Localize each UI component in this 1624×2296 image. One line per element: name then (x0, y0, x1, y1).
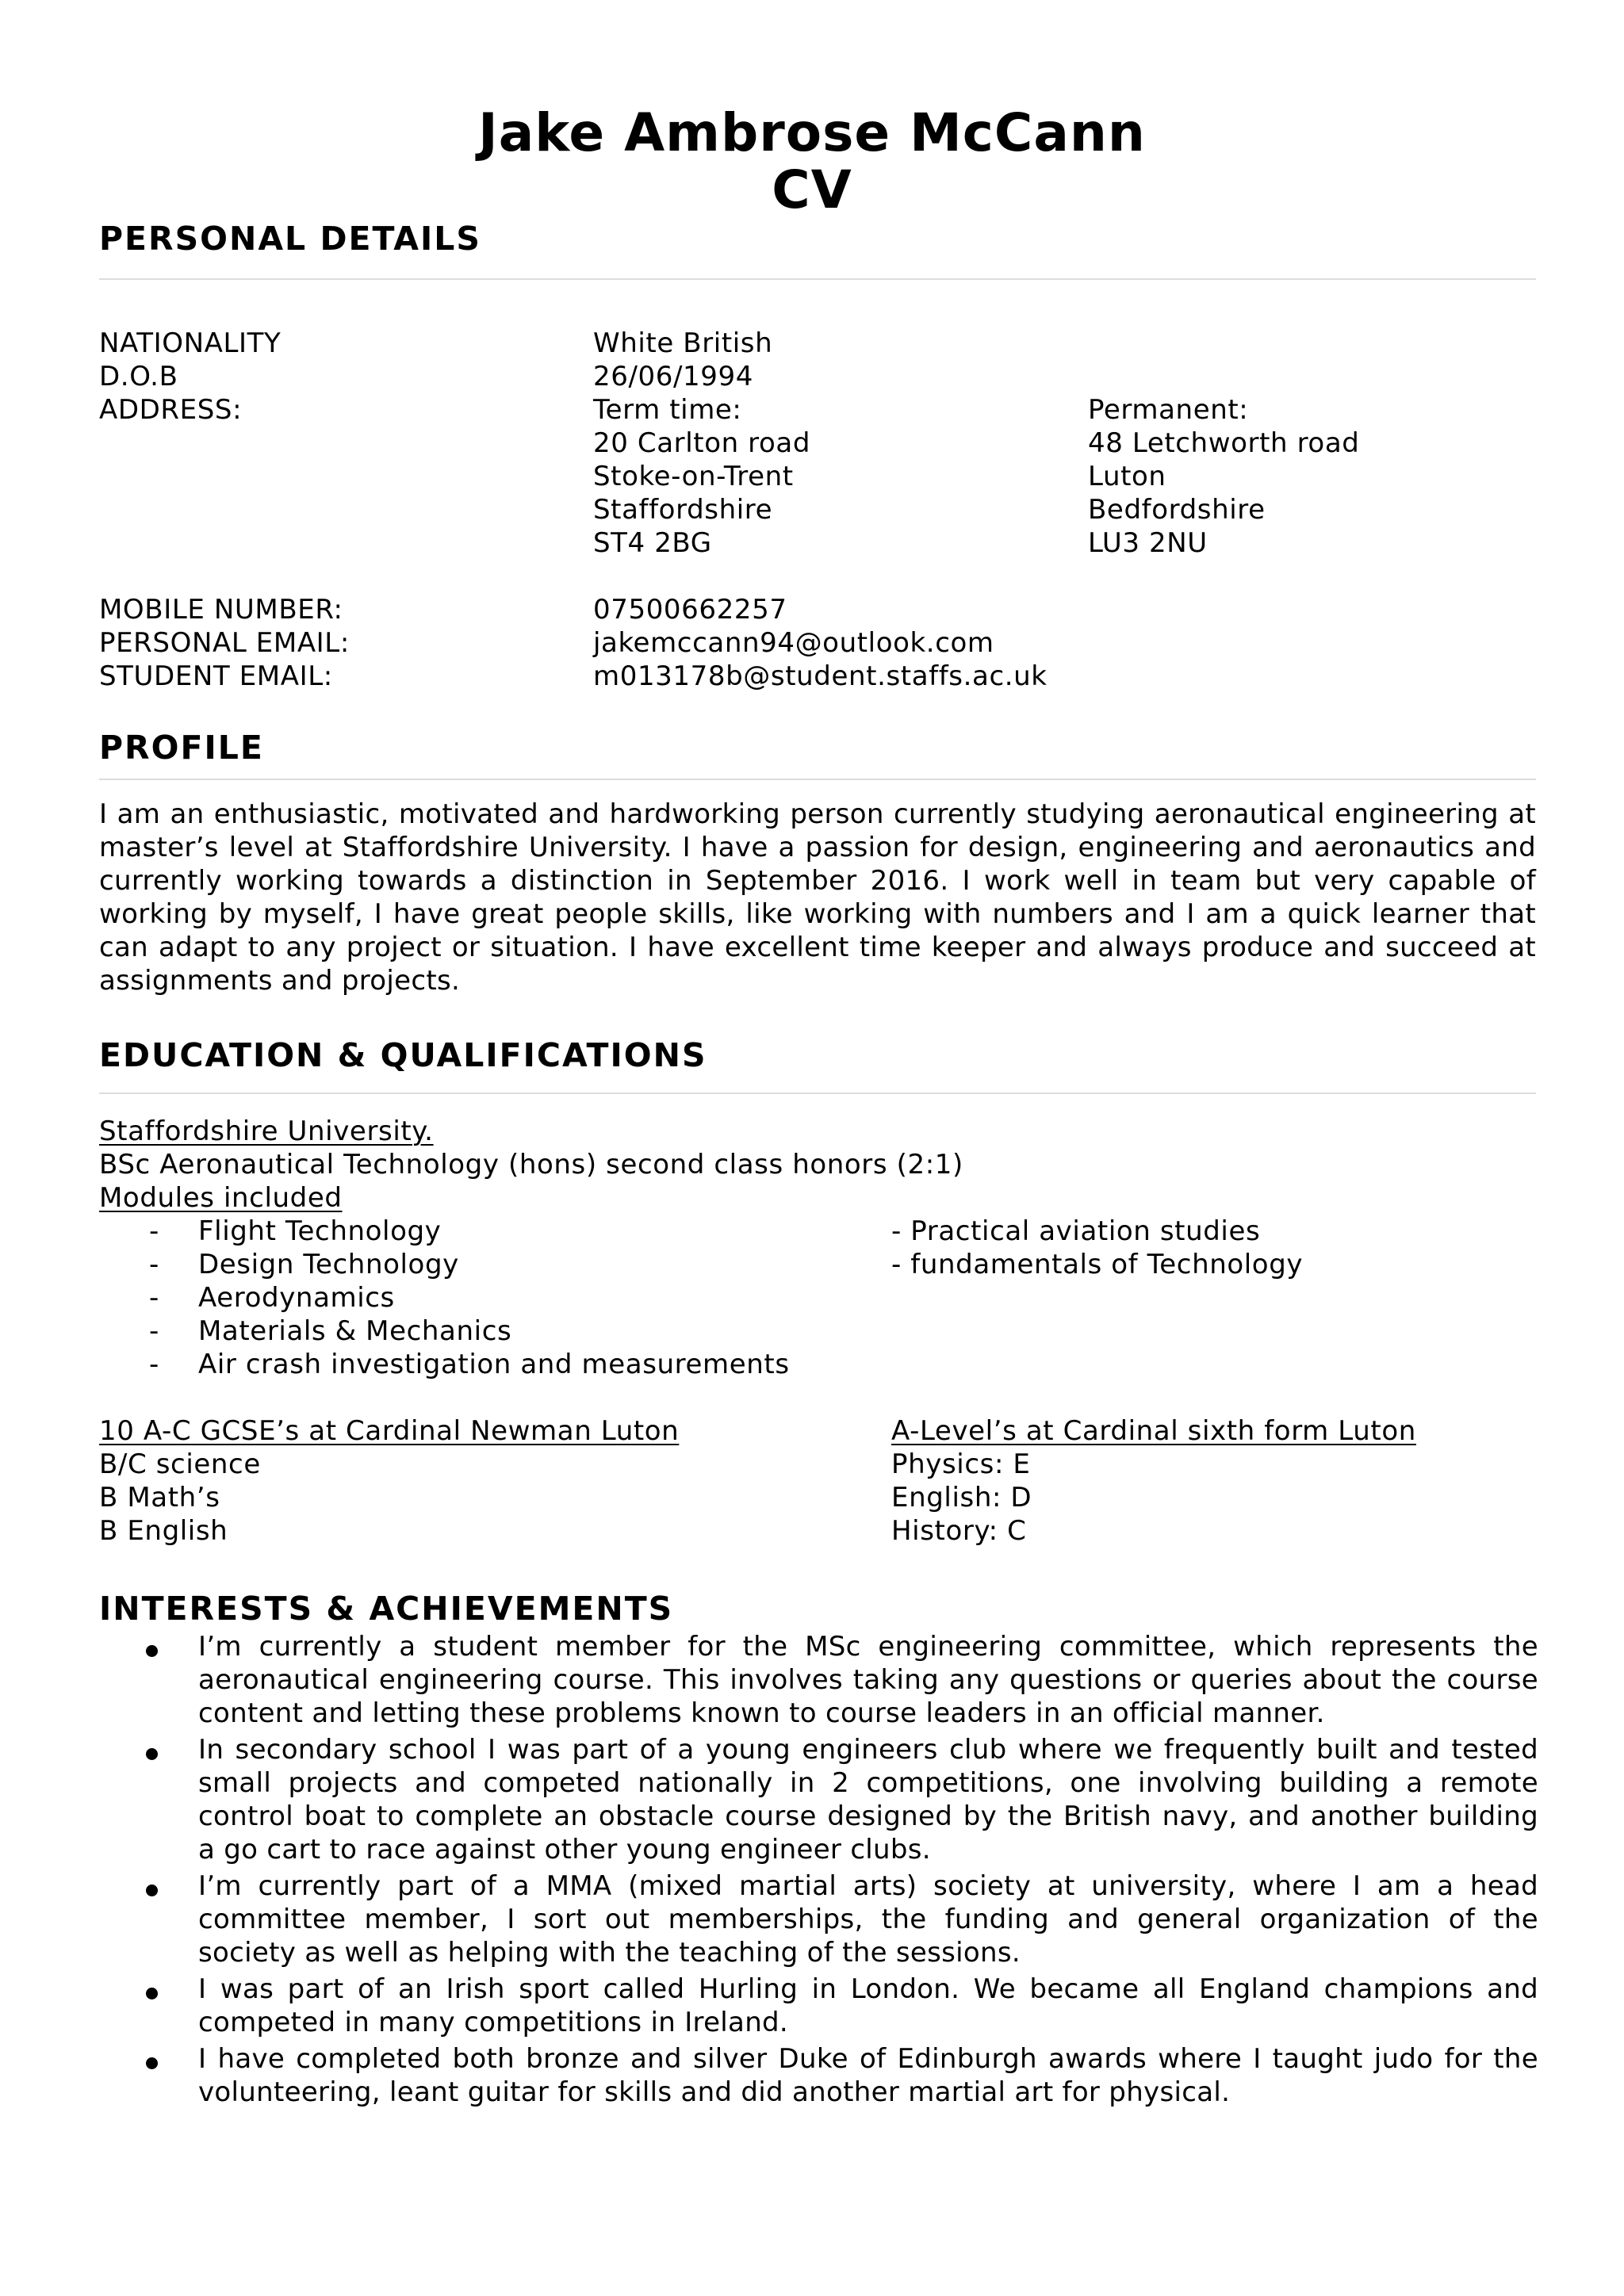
term-address-line: ST4 2BG (593, 527, 712, 559)
bullet-icon (146, 1645, 158, 1657)
module-item: Aerodynamics (198, 1282, 395, 1314)
personal-details-heading: PERSONAL DETAILS (99, 220, 481, 258)
term-address-line: Stoke-on-Trent (593, 461, 794, 492)
modules-label: Modules included (99, 1182, 343, 1214)
module-item: Flight Technology (198, 1215, 442, 1247)
gcse-item: B English (99, 1515, 228, 1547)
personal-email-value: jakemccann94@outlook.com (593, 627, 994, 659)
personal-email-label: PERSONAL EMAIL: (99, 627, 350, 659)
profile-heading: PROFILE (99, 729, 264, 767)
list-dash: - (149, 1349, 159, 1380)
interest-line: I have completed both bronze and silver Duke of Edinburgh awards where I taught judo for the (198, 2043, 1538, 2075)
interest-line: a go cart to race against other young engineer clubs. (198, 1834, 931, 1866)
gcse-item: B/C science (99, 1448, 261, 1480)
nationality-value: White British (593, 327, 773, 359)
permanent-address-line: LU3 2NU (1088, 527, 1208, 559)
bullet-icon (146, 1748, 158, 1760)
gcse-item: B Math’s (99, 1482, 220, 1513)
dob-label: D.O.B (99, 361, 178, 392)
cv-subtitle: CV (772, 159, 852, 220)
module-item: Design Technology (198, 1249, 459, 1280)
interest-line: content and letting these problems known to course leaders in an official manner. (198, 1697, 1325, 1729)
interest-line: society as well as helping with the teaching of the sessions. (198, 1937, 1021, 1969)
alevel-item: History: C (891, 1515, 1027, 1547)
address-label: ADDRESS: (99, 394, 243, 426)
interest-item (198, 1630, 1538, 1730)
interest-item (198, 2042, 1538, 2109)
module-item: Materials & Mechanics (198, 1315, 512, 1347)
interest-line: aeronautical engineering course. This involves taking any questions or queries about the course (198, 1664, 1538, 1696)
profile-line: assignments and projects. (99, 965, 461, 997)
list-dash: - (149, 1315, 159, 1347)
profile-line: working by myself, I have great people skills, like working with numbers and I am a quick learner that (99, 898, 1536, 930)
term-address-line: 20 Carlton road (593, 427, 811, 459)
alevel-heading: A-Level’s at Cardinal sixth form Luton (891, 1415, 1416, 1447)
bullet-icon (146, 2057, 158, 2069)
section-divider (99, 779, 1536, 780)
section-divider (99, 1093, 1536, 1094)
permanent-address-line: 48 Letchworth road (1088, 427, 1360, 459)
term-address-line: Term time: (593, 394, 742, 426)
interest-line: I’m currently part of a MMA (mixed martial arts) society at university, where I am a head (198, 1870, 1538, 1902)
interest-item (198, 1869, 1538, 1969)
interest-item (198, 1973, 1538, 2039)
section-divider (99, 278, 1536, 280)
permanent-address-line: Luton (1088, 461, 1166, 492)
profile-line: can adapt to any project or situation. I have excellent time keeper and always produce and succeed at (99, 932, 1536, 963)
interest-item (198, 1733, 1538, 1866)
interest-line: control boat to complete an obstacle course designed by the British navy, and another building (198, 1800, 1538, 1832)
interest-line: volunteering, leant guitar for skills and did another martial art for physical. (198, 2076, 1231, 2108)
permanent-address-line: Bedfordshire (1088, 494, 1266, 526)
nationality-label: NATIONALITY (99, 327, 282, 359)
student-email-value: m013178b@student.staffs.ac.uk (593, 660, 1048, 692)
profile-line: I am an enthusiastic, motivated and hardworking person currently studying aeronautical engineering at (99, 798, 1536, 830)
degree-title: BSc Aeronautical Technology (hons) second class honors (2:1) (99, 1149, 963, 1181)
profile-paragraph (99, 798, 1536, 997)
interests-heading: INTERESTS & ACHIEVEMENTS (99, 1590, 674, 1628)
university-name: Staffordshire University. (99, 1115, 434, 1147)
permanent-address-line: Permanent: (1088, 394, 1249, 426)
student-email-label: STUDENT EMAIL: (99, 660, 333, 692)
module-item: - Practical aviation studies (891, 1215, 1261, 1247)
education-heading: EDUCATION & QUALIFICATIONS (99, 1036, 707, 1074)
alevel-item: English: D (891, 1482, 1032, 1513)
dob-value: 26/06/1994 (593, 361, 753, 392)
interest-line: I was part of an Irish sport called Hurling in London. We became all England champions and (198, 1973, 1538, 2005)
cv-name: Jake Ambrose McCann (478, 102, 1146, 163)
bullet-icon (146, 1885, 158, 1896)
interest-line: committee member, I sort out memberships, the funding and general organization of the (198, 1904, 1538, 1935)
list-dash: - (149, 1282, 159, 1314)
mobile-value: 07500662257 (593, 594, 787, 626)
mobile-label: MOBILE NUMBER: (99, 594, 343, 626)
profile-line: master’s level at Staffordshire University. I have a passion for design, engineering and aeronautics and (99, 832, 1536, 863)
gcse-heading: 10 A-C GCSE’s at Cardinal Newman Luton (99, 1415, 680, 1447)
profile-line: currently working towards a distinction in September 2016. I work well in team but very capable of (99, 865, 1536, 897)
interest-line: competed in many competitions in Ireland. (198, 2007, 789, 2038)
interest-line: In secondary school I was part of a young engineers club where we frequently built and tested (198, 1734, 1538, 1766)
list-dash: - (149, 1249, 159, 1280)
term-address-line: Staffordshire (593, 494, 773, 526)
module-item: - fundamentals of Technology (891, 1249, 1304, 1280)
interest-line: I’m currently a student member for the MSc engineering committee, which represents the (198, 1631, 1538, 1663)
interest-line: small projects and competed nationally in 2 competitions, one involving building a remote (198, 1767, 1538, 1799)
alevel-item: Physics: E (891, 1448, 1031, 1480)
module-item: Air crash investigation and measurements (198, 1349, 790, 1380)
list-dash: - (149, 1215, 159, 1247)
bullet-icon (146, 1988, 158, 1999)
